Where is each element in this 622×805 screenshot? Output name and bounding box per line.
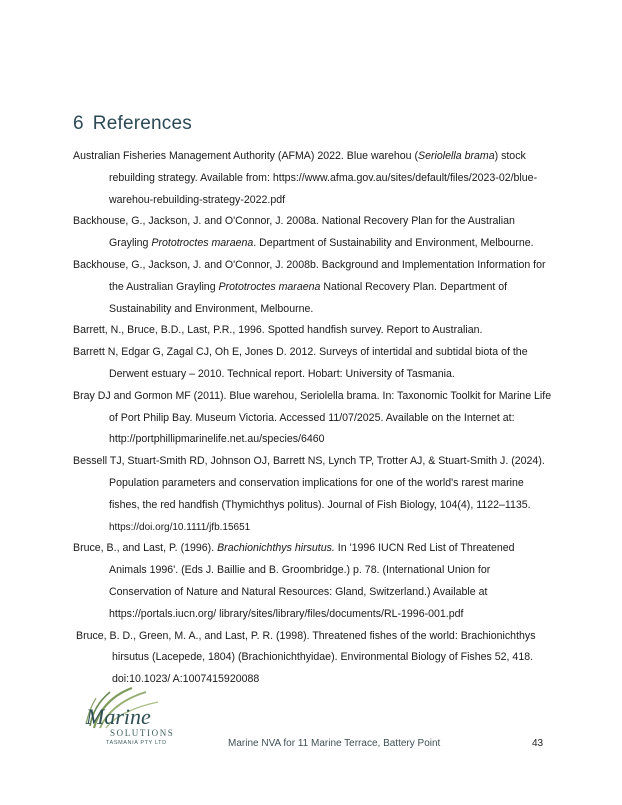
reference-text: Backhouse, G., Jackson, J. and O'Connor, J. 2008b. Background and Implementation Information for the Australian Grayling xyxy=(73,258,546,293)
reference-italic-text: Seriolella brama xyxy=(418,150,495,162)
seagrass-logo-icon xyxy=(80,684,176,730)
reference-entry xyxy=(73,255,553,320)
reference-italic-text: Brachionichthys hirsutus. xyxy=(217,542,335,555)
company-logo xyxy=(80,684,176,752)
reference-italic-text: Prototroctes maraena xyxy=(151,237,254,250)
section-title: References xyxy=(92,113,192,134)
reference-text: Australian Fisheries Management Authority (AFMA) 2022. Blue warehou ( xyxy=(73,150,419,162)
reference-text: National Recovery Plan. Department of Sustainability and Environment, Melbourne. xyxy=(109,280,508,315)
svg-text:Marine: Marine xyxy=(86,704,151,729)
reference-entry xyxy=(73,342,553,386)
reference-text: Backhouse, G., Jackson, J. and O'Connor, J. 2008a. National Recovery Plan for the Australian Grayling xyxy=(73,215,515,250)
reference-entry xyxy=(73,538,553,625)
references-list xyxy=(73,146,553,691)
reference-text: Bray DJ and Gormon MF (2011). Blue warehou, Seriolella brama. In: Taxonomic Toolkit for Marine Life of Port Philip Bay. Museum Victoria. Accessed 11/07/2025. Available on the Internet at: http://portphillipmarinelife.net.au/species/6460 xyxy=(73,389,552,446)
reference-text: https://doi.org/10.1111/jfb.15651 xyxy=(109,521,251,533)
reference-entry xyxy=(73,451,553,538)
reference-entry xyxy=(76,626,553,691)
page-number: 43 xyxy=(532,738,544,749)
reference-italic-text: Prototroctes maraena xyxy=(218,280,321,293)
logo-line-solutions: SOLUTIONS xyxy=(110,728,175,738)
logo-line-tasmania: TASMANIA PTY LTD xyxy=(106,740,167,746)
footer-title: Marine NVA for 11 Marine Terrace, Battery Point xyxy=(228,738,441,749)
reference-text: Bruce, B., and Last, P. (1996). xyxy=(73,542,218,555)
section-heading xyxy=(73,113,192,135)
reference-entry xyxy=(73,146,553,211)
reference-text: Barrett N, Edgar G, Zagal CJ, Oh E, Jones D. 2012. Surveys of intertidal and subtidal biota of the Derwent estuary – 2010. Technical report. Hobart: University of Tasmania. xyxy=(73,346,528,380)
reference-text: ) stock rebuilding strategy. Available from: https://www.afma.gov.au/sites/default/files/2023-02/blue-warehou-rebuilding-strategy-2022.pdf xyxy=(109,150,538,206)
reference-entry xyxy=(73,211,553,255)
reference-text: Bruce, B. D., Green, M. A., and Last, P. R. (1998). Threatened fishes of the world: Brachionichthys hirsutus (Lacepede, 1804) (Brachionichthyidae). Environmental Biology of Fishes 52, 418. doi:10.1023/ A:1007415920088 xyxy=(76,629,536,686)
reference-entry xyxy=(73,320,553,342)
reference-text: . Department of Sustainability and Environment, Melbourne. xyxy=(253,237,534,250)
reference-entry xyxy=(73,386,553,451)
reference-text: Bessell TJ, Stuart-Smith RD, Johnson OJ, Barrett NS, Lynch TP, Trotter AJ, & Stuart-Smith J. (2024). Population parameters and conservation implications for one of the world's rarest marine fishes, the red handfish (Thymichthys politus). Journal of Fish Biology, 104(4), 1122–1135. xyxy=(73,455,545,511)
reference-text: Barrett, N., Bruce, B.D., Last, P.R., 1996. Spotted handfish survey. Report to Australian. xyxy=(73,324,483,337)
section-number: 6 xyxy=(73,113,84,134)
reference-text: In '1996 IUCN Red List of Threatened Animals 1996'. (Eds J. Baillie and B. Groombridge.) p. 78. (International Union for Conservation of Nature and Natural Resources: Gland, Switzerland.) Available at https://portals.iucn.org/ library/sites/library/files/documents/RL-1996-001.pdf xyxy=(109,542,515,620)
